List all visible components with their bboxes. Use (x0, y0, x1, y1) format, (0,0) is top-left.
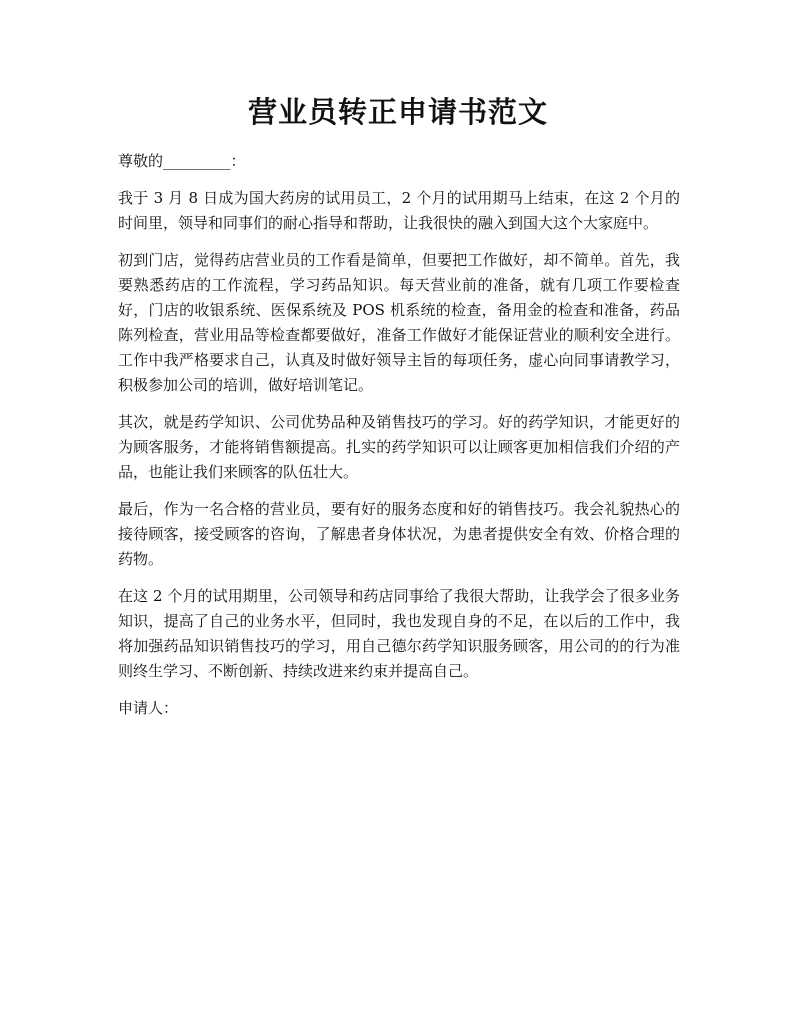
document-title: 营业员转正申请书范文 (247, 95, 548, 129)
paragraph-conclusion: 在这 2 个月的试用期里，公司领导和药店同事给了我很大帮助，让我学会了很多业务知识，提高了自己的业务水平，但同时，我也发现自身的不足，在以后的工作中，我将加强药品知识销售技巧的学习，用自己德尔药学知识服务顾客，用公司的的行为准则终生学习、不断创新、持续改进来约束并提高自己。 (118, 587, 680, 680)
salutation: 尊敬的_________： (118, 152, 246, 170)
paragraph-store-work: 初到门店，觉得药店营业员的工作看是简单，但要把工作做好，却不简单。首先，我要熟悉药店的工作流程，学习药品知识。每天营业前的准备，就有几项工作要检查好，门店的收银系统、医保系统及 POS 机系统的检查，备用金的检查和准备，药品陈列检查，营业用品等检查都要做好，准备工作做好才能保证营业的顺利安全进行。工作中我严格要求自己，认真及时做好领导主旨的每项任务，虚心向同事请教学习，积极参加公司的培训，做好培训笔记。 (118, 251, 680, 394)
paragraph-service-attitude: 最后，作为一名合格的营业员，要有好的服务态度和好的销售技巧。我会礼貌热心的接待顾客，接受顾客的咨询，了解患者身体状况，为患者提供安全有效、价格合理的药物。 (118, 500, 680, 568)
paragraph-pharmacy-knowledge: 其次，就是药学知识、公司优势品种及销售技巧的学习。好的药学知识，才能更好的为顾客服务，才能将销售额提高。扎实的药学知识可以让顾客更加相信我们介绍的产品，也能让我们来顾客的队伍壮大。 (118, 413, 680, 481)
paragraph-intro: 我于 3 月 8 日成为国大药房的试用员工，2 个月的试用期马上结束，在这 2 个月的时间里，领导和同事们的耐心指导和帮助，让我很快的融入到国大这个大家庭中。 (118, 189, 680, 232)
signature-label: 申请人： (118, 699, 179, 717)
document-body (118, 149, 680, 733)
